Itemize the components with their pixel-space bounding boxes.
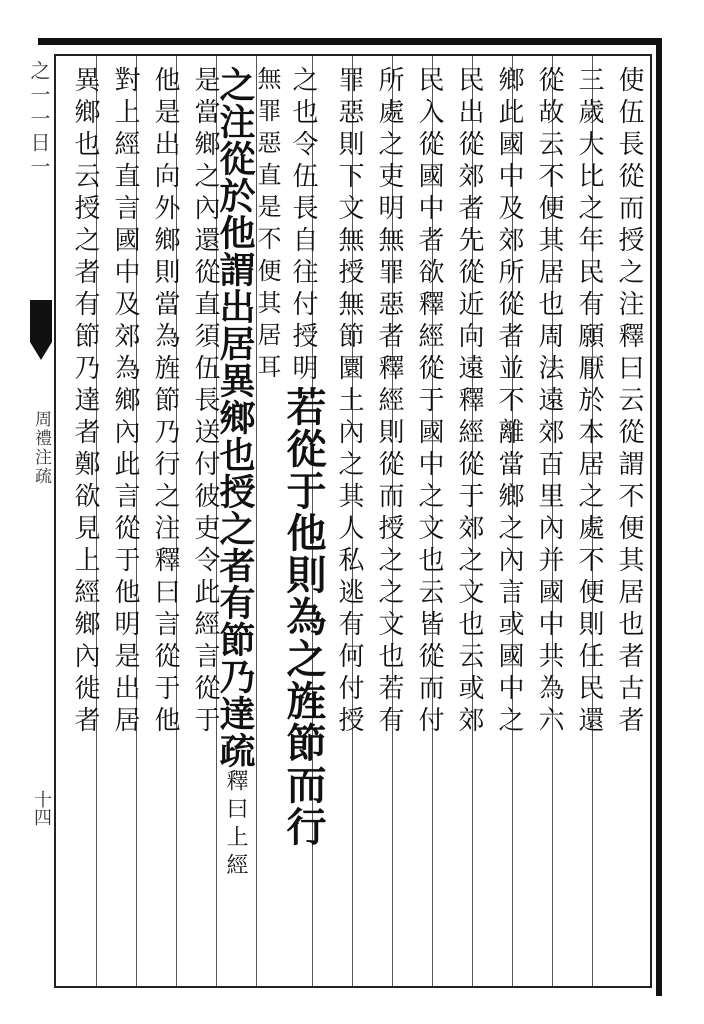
margin-label: 之一一日一 [27,60,51,180]
text-column-5: 民出從郊者先從近向遠釋經從于郊之文也云或郊 [454,66,484,738]
text-column-9 [280,66,328,976]
text-column-3: 從故云不便其居也周法遠郊百里內并國中共為六 [534,66,564,738]
text-column-1: 使伍長從而授之注釋曰云從謂不便其居也者古者 [614,66,644,738]
folio-number: 十四 [31,790,52,826]
text-column-4: 鄉此國中及郊所從者並不離當鄉之內言或國中之 [494,66,524,738]
text-column-12: 是當鄉之內還從直須伍長送付彼吏令此經言從于 [190,66,220,738]
text-column-14: 對上經直言國中及郊為鄉內此言從于他明是出居 [110,66,140,738]
text-columns [56,56,650,986]
text-column-10: 無罪惡直是不便其居耳 [253,66,281,386]
text-column-6: 民入從國中者欲釋經從于國中之文也云皆從而付 [414,66,444,738]
commentary-run: 之也令伍長自往付授明 [288,66,318,386]
classic-text-run: 若從于他則為之旌節而行 [280,386,327,848]
classic-text-run: 之注從於他謂出居異鄉也授之者有節乃達疏 [214,66,256,769]
text-column-15: 異鄉也云授之者有節乃達者鄭欲見上經鄉內徙者 [70,66,100,738]
text-column-8: 罪惡則下文無授無節圜土內之其人私逃有何付授 [334,66,364,738]
text-column-13: 他是出向外鄉則當為旌節乃行之注釋曰言從于他 [150,66,180,738]
frame-top-border [38,38,662,45]
text-column-7: 所處之吏明無罪惡者釋經則從而授之之文也若有 [374,66,404,738]
inner-frame-bottom [54,986,652,988]
commentary-run: 釋曰上經 [223,769,248,881]
frame-right-border [656,38,662,996]
book-title: 周禮注疏 [31,410,51,486]
text-column-2: 三歲大比之年民有願厭於本居之處不便則任民還 [574,66,604,738]
